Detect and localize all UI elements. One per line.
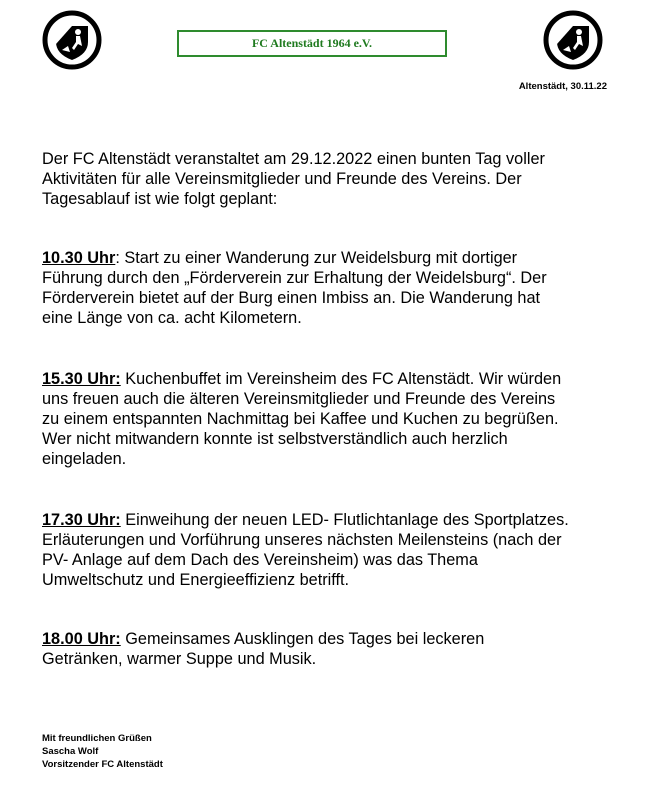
club-logo-left (42, 10, 102, 70)
schedule-text: eine Länge von ca. acht Kilometern. (42, 309, 302, 327)
club-name: FC Altenstädt 1964 e.V. (251, 36, 373, 50)
schedule-text: eingeladen. (42, 450, 127, 468)
schedule-time: 10.30 Uhr (42, 249, 116, 267)
schedule-text: PV- Anlage auf dem Dach des Vereinsheim) was das Thema (42, 551, 478, 569)
club-logo-right (543, 10, 603, 70)
schedule-text: zu einem entspannten Nachmittag bei Kaffee und Kuchen zu begrüßen. (42, 410, 559, 428)
schedule-text: Einweihung der neuen LED- Flutlichtanlage des Sportplatzes. (120, 511, 569, 529)
schedule-text: Erläuterungen und Vorführung unseres nächsten Meilensteins (nach der (42, 531, 562, 549)
intro-paragraph (42, 149, 612, 209)
intro-line: Tagesablauf ist wie folgt geplant: (42, 190, 278, 208)
schedule-text: Start zu einer Wanderung zur Weidelsburg mit dortiger (119, 249, 518, 267)
club-crest-icon (42, 10, 102, 70)
schedule-text: Umweltschutz und Energieeffizienz betrifft. (42, 571, 350, 589)
time-separator: : (115, 249, 120, 267)
schedule-time: 18.00 Uhr: (42, 630, 121, 648)
schedule-text: Wer nicht mitwandern konnte ist selbstverständlich auch herzlich (42, 430, 508, 448)
schedule-time: 17.30 Uhr: (42, 511, 121, 529)
signature-role: Vorsitzender FC Altenstädt (42, 759, 163, 770)
schedule-text: Gemeinsames Ausklingen des Tages bei leckeren (120, 630, 485, 648)
signature-greeting: Mit freundlichen Grüßen (42, 733, 152, 744)
club-name-box (177, 30, 447, 57)
signature-name: Sascha Wolf (42, 746, 99, 757)
schedule-item-1800 (42, 629, 617, 669)
schedule-text: Kuchenbuffet im Vereinsheim des FC Altenstädt. Wir würden (120, 370, 562, 388)
schedule-item-1730 (42, 510, 617, 590)
schedule-text: Förderverein bietet auf der Burg einen Imbiss an. Die Wanderung hat (42, 289, 541, 307)
schedule-text: uns freuen auch die älteren Vereinsmitglieder und Freunde des Vereins (42, 390, 556, 408)
signature-block (42, 732, 163, 771)
intro-line: Aktivitäten für alle Vereinsmitglieder und Freunde des Vereins. Der (42, 170, 522, 188)
schedule-item-1030 (42, 248, 617, 328)
intro-line: Der FC Altenstädt veranstaltet am 29.12.2022 einen bunten Tag voller (42, 150, 545, 168)
club-crest-icon (543, 10, 603, 70)
schedule-time: 15.30 Uhr: (42, 370, 121, 388)
schedule-item-1530 (42, 369, 617, 469)
letter-date: Altenstädt, 30.11.22 (518, 81, 607, 92)
schedule-text: Getränken, warmer Suppe und Musik. (42, 650, 317, 668)
schedule-text: Führung durch den „Förderverein zur Erhaltung der Weidelsburg“. Der (42, 269, 547, 287)
